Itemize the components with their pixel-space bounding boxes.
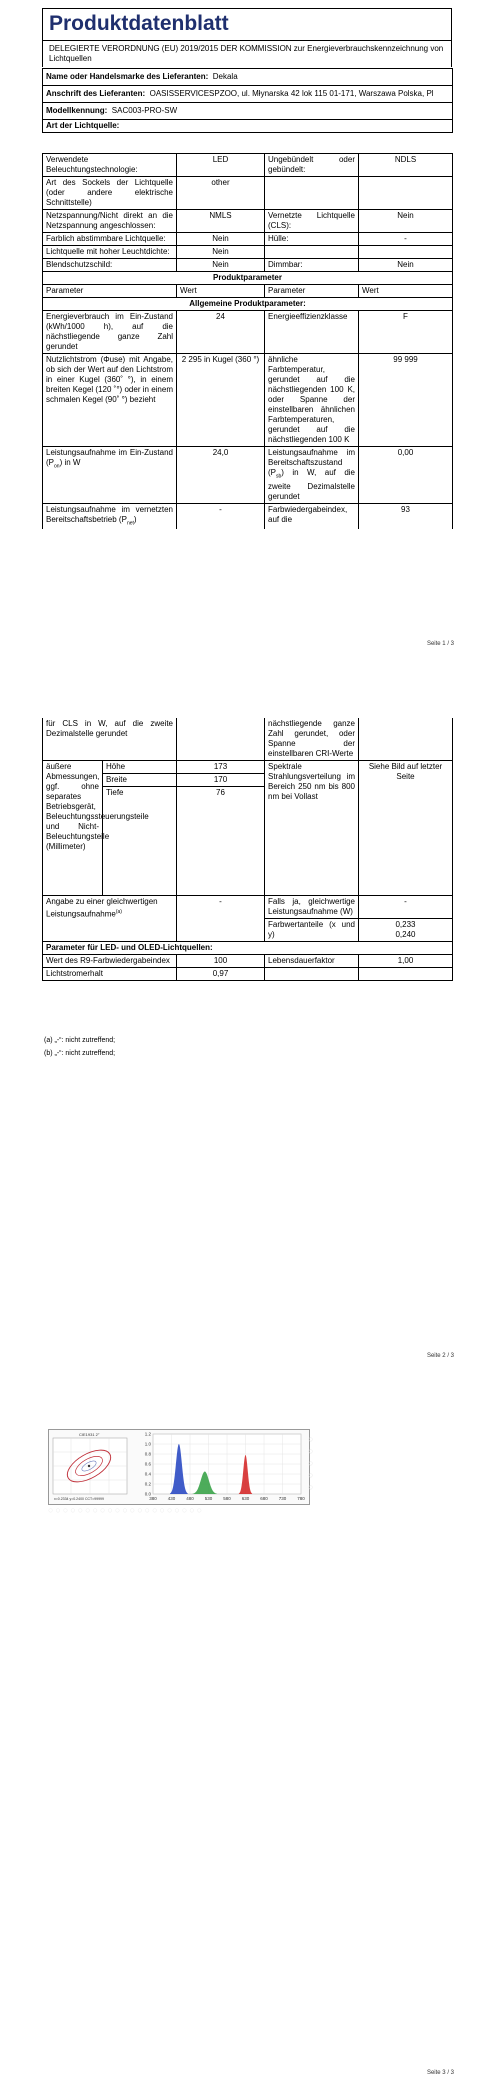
spd-xtick-label: 380 (149, 1496, 157, 1501)
table-row (43, 233, 453, 246)
footnote-a: (a) „-“: nicht zutreffend; (44, 1037, 116, 1044)
table-row (43, 210, 453, 233)
page-2 (0, 715, 490, 1365)
energy-value: 24 (177, 311, 265, 354)
unbundled-label: Ungebündelt oder gebündelt: (265, 154, 359, 177)
spd-ytick-label: 0.4 (144, 1471, 151, 1477)
spd-xtick-label: 530 (204, 1496, 213, 1501)
equiv-value: - (177, 896, 265, 942)
brand-row (43, 69, 453, 86)
cri-value: 93 (359, 503, 453, 529)
spd-ytick-label: 1.0 (144, 1441, 151, 1447)
tech-value: LED (177, 154, 265, 177)
model-value: SAC003-PRO-SW (111, 106, 178, 115)
cie-point (88, 1465, 90, 1467)
general-header-row (43, 298, 453, 311)
mains-label: Netzspannung/Nicht direkt an die Netzspannung angeschlossen: (43, 210, 177, 233)
spd-xtick-label: 630 (241, 1496, 250, 1501)
cri-label: Farbwiedergabeindex, auf die (265, 503, 359, 529)
psb-label: Leistungsaufnahme im Bereitschaftszustand $(P_{sb})$ in W, auf die zweite Dezimalstelle gerundet (265, 447, 359, 504)
cct-value: 99 999 (359, 354, 453, 447)
col-value-2: Wert (359, 285, 453, 298)
spd-value: Siehe Bild auf letzter Seite (359, 761, 453, 896)
depth-value: 76 (177, 787, 265, 896)
page-1 (0, 0, 490, 655)
pnet-label-cont: für CLS in W, auf die zweite Dezimalstelle gerundet (43, 718, 177, 761)
tunable-label: Farblich abstimmbare Lichtquelle: (43, 233, 177, 246)
page-number: Seite 3 / 3 (426, 2070, 454, 2076)
table-row (43, 447, 453, 504)
model-label: Modellkennung: (46, 106, 108, 115)
params-table-continued (42, 718, 453, 981)
life-label: Lebensdauerfaktor (265, 955, 359, 968)
cls-label: Vernetzte Lichtquelle (CLS): (265, 210, 359, 233)
page-number: Seite 2 / 3 (426, 1353, 454, 1359)
table-row (43, 718, 453, 761)
glare-value: Nein (177, 259, 265, 272)
lightsource-header: Art der Lichtquelle: (43, 120, 453, 133)
spd-xtick-label: 730 (278, 1496, 287, 1501)
model-row (43, 103, 453, 120)
params-header: Produktparameter (43, 272, 453, 285)
chroma-y: 0,240 (395, 930, 416, 939)
supplier-table (42, 68, 453, 133)
cie-title: CIE1931 2° (79, 1432, 100, 1437)
height-label: Höhe (103, 761, 177, 774)
pon-label: Leistungsaufnahme im Ein-Zustand $(P_{on})$ in W (43, 447, 177, 504)
tech-label: Verwendete Beleuchtungstechnologie: (43, 154, 177, 177)
table-row (43, 259, 453, 272)
spd-ytick-label: 0.2 (144, 1481, 151, 1487)
regulation-subtitle: DELEGIERTE VERORDNUNG (EU) 2019/2015 DER KOMMISSION zur Energieverbrauchskennzeichnung von Lichtquellen (49, 44, 444, 63)
col-param-2: Parameter (265, 285, 359, 298)
spd-label: Spektrale Strahlungsverteilung im Bereich 250 nm bis 800 nm bei Vollast (265, 761, 359, 896)
highlum-value: Nein (177, 246, 265, 259)
r9-value: 100 (177, 955, 265, 968)
spd-ytick-label: 0.8 (144, 1451, 151, 1457)
led-header: Parameter für LED- und OLED-Lichtquellen: (43, 942, 453, 955)
page-3 (0, 1415, 490, 2082)
col-param-1: Parameter (43, 285, 177, 298)
tunable-value: Nein (177, 233, 265, 246)
cct-label: ähnliche Farbtemperatur, gerundet auf die nächstliegenden 100 K, oder Spanne der einstellbaren ähnlichen Farbtemperaturen, gerundet auf die nächstliegenden 100 K (265, 354, 359, 447)
table-row (43, 968, 453, 981)
cie-caption: x=0.2334 y=0.2400 CCT=99999 (54, 1497, 104, 1501)
cap-value: other (177, 177, 265, 210)
energy-label: Energieverbrauch im Ein-Zustand (kWh/1000 h), auf die nächstliegende ganze Zahl gerundet (43, 311, 177, 354)
table-row (43, 955, 453, 968)
page-number: Seite 1 / 3 (426, 641, 454, 647)
table-row (43, 246, 453, 259)
dim-value: Nein (359, 259, 453, 272)
page-title: Produktdatenblatt (43, 9, 451, 41)
brand-value: Dekala (212, 72, 238, 81)
figure-watermark: ○ ○ ○ ○ ○ (308, 1434, 314, 1492)
table-row (43, 896, 453, 919)
equiv2-value: - (359, 896, 453, 919)
table-row (43, 761, 453, 774)
table-row (43, 154, 453, 177)
mains-value: NMLS (177, 210, 265, 233)
maint-label: Lichtstromerhalt (43, 968, 177, 981)
address-label: Anschrift des Lieferanten: (46, 89, 146, 98)
footnote-b: (b) „-“: nicht zutreffend; (44, 1050, 116, 1057)
psb-value: 0,00 (359, 447, 453, 504)
spd-ytick-label: 1.2 (144, 1431, 151, 1437)
unbundled-value: NDLS (359, 154, 453, 177)
pon-value: 24,0 (177, 447, 265, 504)
chroma-label: Farbwertanteile (x und y) (265, 919, 359, 942)
cri-label-cont: nächstliegende ganze Zahl gerundet, oder Spanne der einstellbaren CRI-Werte (265, 718, 359, 761)
dim-label: Dimmbar: (265, 259, 359, 272)
spd-xtick-label: 430 (167, 1496, 176, 1501)
table-row (43, 311, 453, 354)
depth-label: Tiefe (103, 787, 177, 896)
spd-xtick-label: 680 (260, 1496, 268, 1501)
flux-label: Nutzlichtstrom (Φuse) mit Angabe, ob sich der Wert auf den Lichtstrom in einer Kugel (360˚ °), in einem breiten Kegel (120 ˚°) oder in einem schmalen Kegel (90˚ °) bezieht (43, 354, 177, 447)
cls-value: Nein (359, 210, 453, 233)
address-row (43, 86, 453, 103)
brand-label: Name oder Handelsmarke des Lieferanten: (46, 72, 209, 81)
col-value-1: Wert (177, 285, 265, 298)
cap-label: Art des Sockels der Lichtquelle (oder andere elektrische Schnittstelle) (43, 177, 177, 210)
class-label: Energieeffizienzklasse (265, 311, 359, 354)
address-value: OASISSERVICESPZOO, ul. Młynarska 42 lok 115 01-171, Warszawa Polska, Pl (149, 89, 434, 98)
column-header-row (43, 285, 453, 298)
pnet-label: Leistungsaufnahme im vernetzten Bereitschaftsbetrieb $(P_{net})$ (43, 503, 177, 529)
glare-label: Blendschutzschild: (43, 259, 177, 272)
table-row (43, 354, 453, 447)
envelope-value: - (359, 233, 453, 246)
chroma-x: 0,233 (395, 920, 416, 929)
width-label: Breite (103, 774, 177, 787)
spd-xtick-label: 580 (223, 1496, 231, 1501)
equiv-label: Angabe zu einer gleichwertigen Leistungsaufnahme$^{(a)}$ (43, 896, 177, 942)
spectrum-figure (48, 1429, 310, 1505)
width-value: 170 (177, 774, 265, 787)
height-value: 173 (177, 761, 265, 774)
led-header-row (43, 942, 453, 955)
spd-chart (135, 1430, 305, 1504)
flux-value: 2 295 in Kugel (360 °) (177, 354, 265, 447)
general-header: Allgemeine Produktparameter: (43, 298, 453, 311)
spd-xtick-label: 480 (186, 1496, 194, 1501)
life-value: 1,00 (359, 955, 453, 968)
spd-ytick-label: 0.6 (144, 1461, 151, 1467)
lightsource-table (42, 153, 453, 529)
maint-value: 0,97 (177, 968, 265, 981)
envelope-label: Hülle: (265, 233, 359, 246)
table-row (43, 503, 453, 529)
highlum-label: Lichtquelle mit hoher Leuchtdichte: (43, 246, 177, 259)
class-value: F (359, 311, 453, 354)
cie-chart (49, 1430, 131, 1504)
chroma-value (359, 919, 453, 942)
pnet-value: - (177, 503, 265, 529)
sheet-header (42, 8, 452, 67)
spd-xtick-label: 780 (297, 1496, 305, 1501)
figure-watermark-row: ○○○○○○○○○○○○○○○○○○○○○ (48, 1505, 205, 1515)
lightsource-header-row (43, 120, 453, 133)
dims-label: äußere Abmessungen, ggf. ohne separates Betriebsgerät, Beleuchtungssteuerungsteile und Nicht-Beleuchtungsteile (Millimeter) (43, 761, 103, 896)
params-header-row (43, 272, 453, 285)
equiv2-label: Falls ja, gleichwertige Leistungsaufnahme (W) (265, 896, 359, 919)
spd-ytick-label: 0.0 (144, 1491, 151, 1497)
table-row (43, 177, 453, 210)
r9-label: Wert des R9-Farbwiedergabeindex (43, 955, 177, 968)
